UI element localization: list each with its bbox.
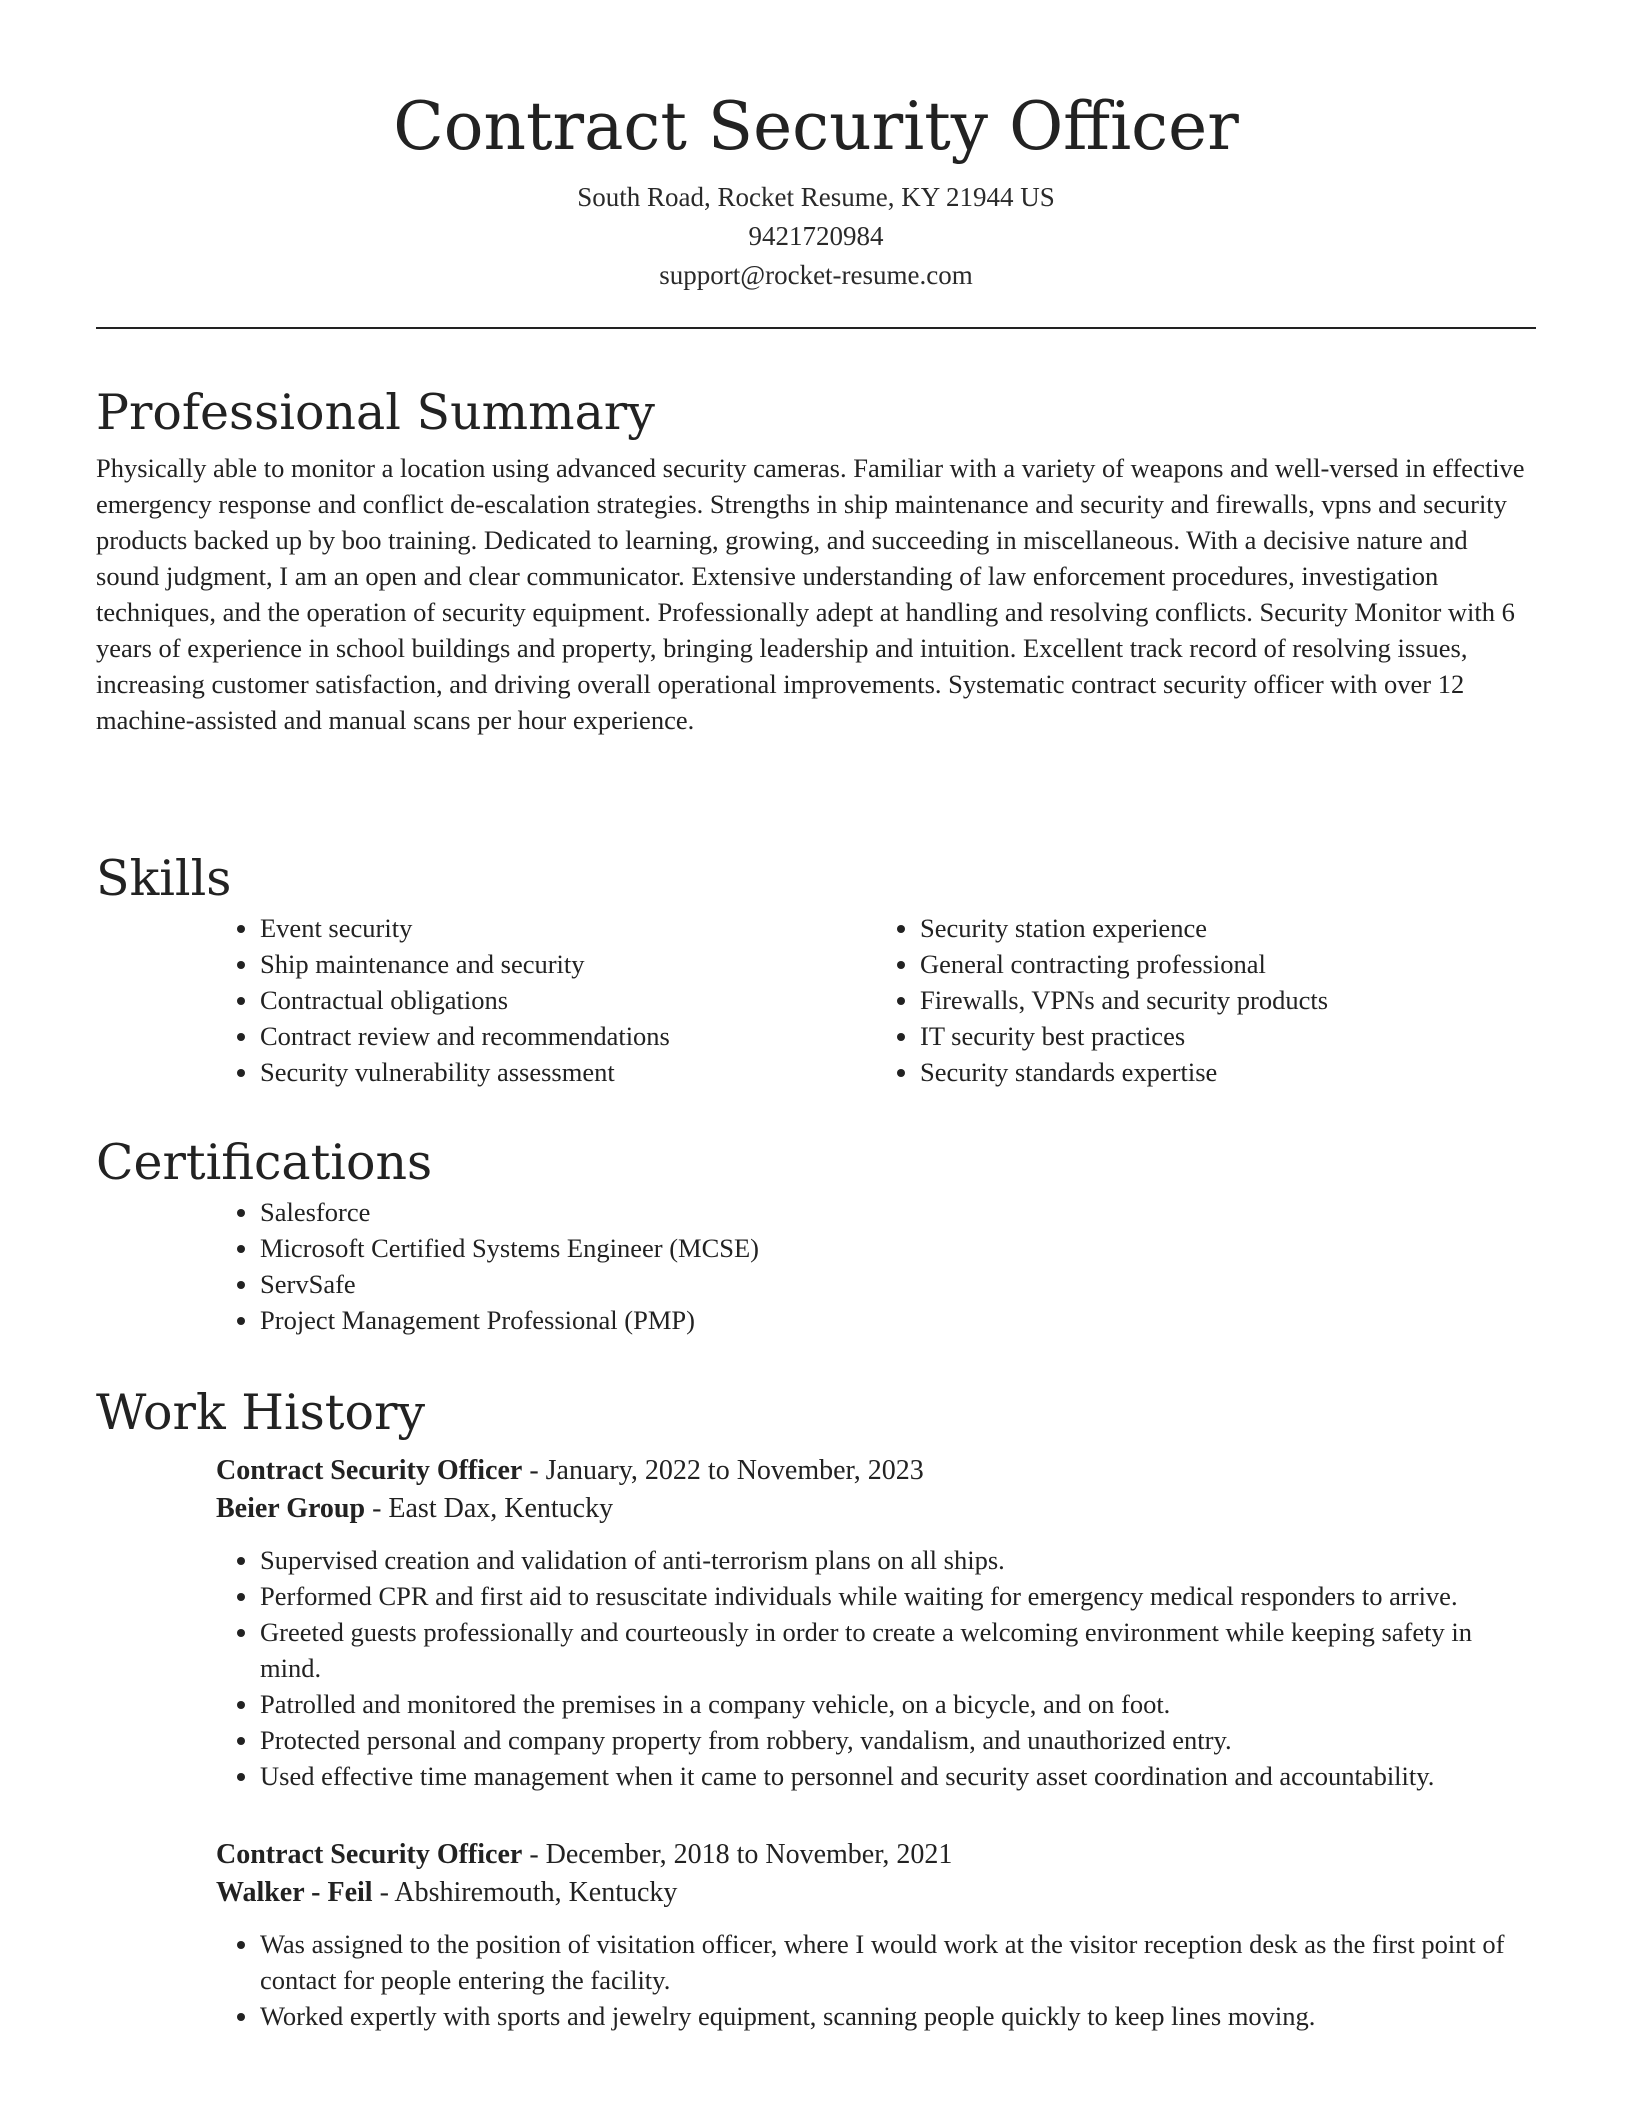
job-bullet: • Patrolled and monitored the premises in a company vehicle, on a bicycle, and on foot. — [260, 1686, 1536, 1722]
job-company-line — [216, 1490, 1536, 1528]
phone: 9421720984 — [748, 221, 884, 251]
email: support@rocket-resume.com — [659, 260, 973, 290]
job-bullet: • Used effective time management when it came to personnel and security asset coordination and accountability. — [260, 1758, 1536, 1794]
job-bullet: • Worked expertly with sports and jewelry equipment, scanning people quickly to keep lines moving. — [260, 1998, 1536, 2034]
skill-item: • Event security — [260, 910, 876, 946]
certification-item: • Project Management Professional (PMP) — [260, 1302, 1536, 1338]
certification-item: • Microsoft Certified Systems Engineer (MCSE) — [260, 1230, 1536, 1266]
skill-item: • Ship maintenance and security — [260, 946, 876, 982]
certifications-list — [216, 1194, 1536, 1338]
skills-columns — [216, 910, 1536, 1090]
resume-header — [96, 0, 1536, 329]
job-title-line — [216, 1836, 1536, 1874]
job-bullet: • Supervised creation and validation of anti-terrorism plans on all ships. — [260, 1542, 1536, 1578]
job-company-line — [216, 1874, 1536, 1912]
job-bullets — [216, 1926, 1536, 2034]
job-role: Contract Security Officer — [216, 1839, 523, 1870]
skill-item: • Security vulnerability assessment — [260, 1054, 876, 1090]
candidate-name: Contract Security Officer — [393, 88, 1239, 165]
address: South Road, Rocket Resume, KY 21944 US — [577, 182, 1055, 212]
skill-item: • IT security best practices — [920, 1018, 1536, 1054]
job-bullet: • Greeted guests professionally and courteously in order to create a welcoming environment while keeping safety in mind. — [260, 1614, 1536, 1686]
job-entry — [216, 1452, 1536, 1794]
job-dates: - December, 2018 to November, 2021 — [522, 1839, 953, 1870]
header-divider — [96, 327, 1536, 329]
section-title-work-history: Work History — [96, 1384, 426, 1441]
contact-info — [96, 178, 1536, 295]
job-location: - East Dax, Kentucky — [365, 1493, 614, 1524]
skills-list-left — [216, 910, 876, 1090]
skill-item: • Security station experience — [920, 910, 1536, 946]
skill-item: • Contractual obligations — [260, 982, 876, 1018]
job-bullet: • Performed CPR and first aid to resuscitate individuals while waiting for emergency medical responders to arrive. — [260, 1578, 1536, 1614]
skill-item: • Contract review and recommendations — [260, 1018, 876, 1054]
skill-item: • Security standards expertise — [920, 1054, 1536, 1090]
job-entry — [216, 1836, 1536, 2034]
job-company: Beier Group — [216, 1493, 366, 1524]
certifications-section — [96, 1132, 1536, 1338]
job-bullet: • Protected personal and company property from robbery, vandalism, and unauthorized entry. — [260, 1722, 1536, 1758]
work-history-section — [96, 1382, 1536, 2034]
certification-item: • ServSafe — [260, 1266, 1536, 1302]
job-title-line — [216, 1452, 1536, 1490]
job-company: Walker - Feil — [216, 1877, 373, 1908]
job-bullets — [216, 1542, 1536, 1794]
job-dates: - January, 2022 to November, 2023 — [522, 1455, 924, 1486]
section-title-summary: Professional Summary — [96, 384, 655, 441]
certification-item: • Salesforce — [260, 1194, 1536, 1230]
job-bullet: • Was assigned to the position of visitation officer, where I would work at the visitor reception desk as the first point of contact for people entering the facility. — [260, 1926, 1536, 1998]
skills-section — [96, 848, 1536, 1090]
skill-item: • General contracting professional — [920, 946, 1536, 982]
section-title-certifications: Certifications — [96, 1134, 433, 1191]
job-role: Contract Security Officer — [216, 1455, 523, 1486]
section-title-skills: Skills — [96, 850, 232, 907]
job-location: - Abshiremouth, Kentucky — [372, 1877, 678, 1908]
professional-summary-section — [96, 382, 1536, 738]
summary-text: Physically able to monitor a location using advanced security cameras. Familiar with a variety of weapons and well-versed in effective emergency response and conflict de-escalation strategies. Strengths in ship maintenance and security and firewalls, vpns and security products backed up by boo training. Dedicated to learning, growing, and succeeding in miscellaneous. With a decisive nature and sound judgment, I am an open and clear communicator. Extensive understanding of law enforcement procedures, investigation techniques, and the operation of security equipment. Professionally adept at handling and resolving conflicts. Security Monitor with 6 years of experience in school buildings and property, bringing leadership and intuition. Excellent track record of resolving issues, increasing customer satisfaction, and driving overall operational improvements. Systematic contract security officer with over 12 machine-assisted and manual scans per hour experience. — [96, 453, 1525, 735]
skill-item: • Firewalls, VPNs and security products — [920, 982, 1536, 1018]
skills-list-right — [876, 910, 1536, 1090]
resume-page — [96, 0, 1536, 2031]
